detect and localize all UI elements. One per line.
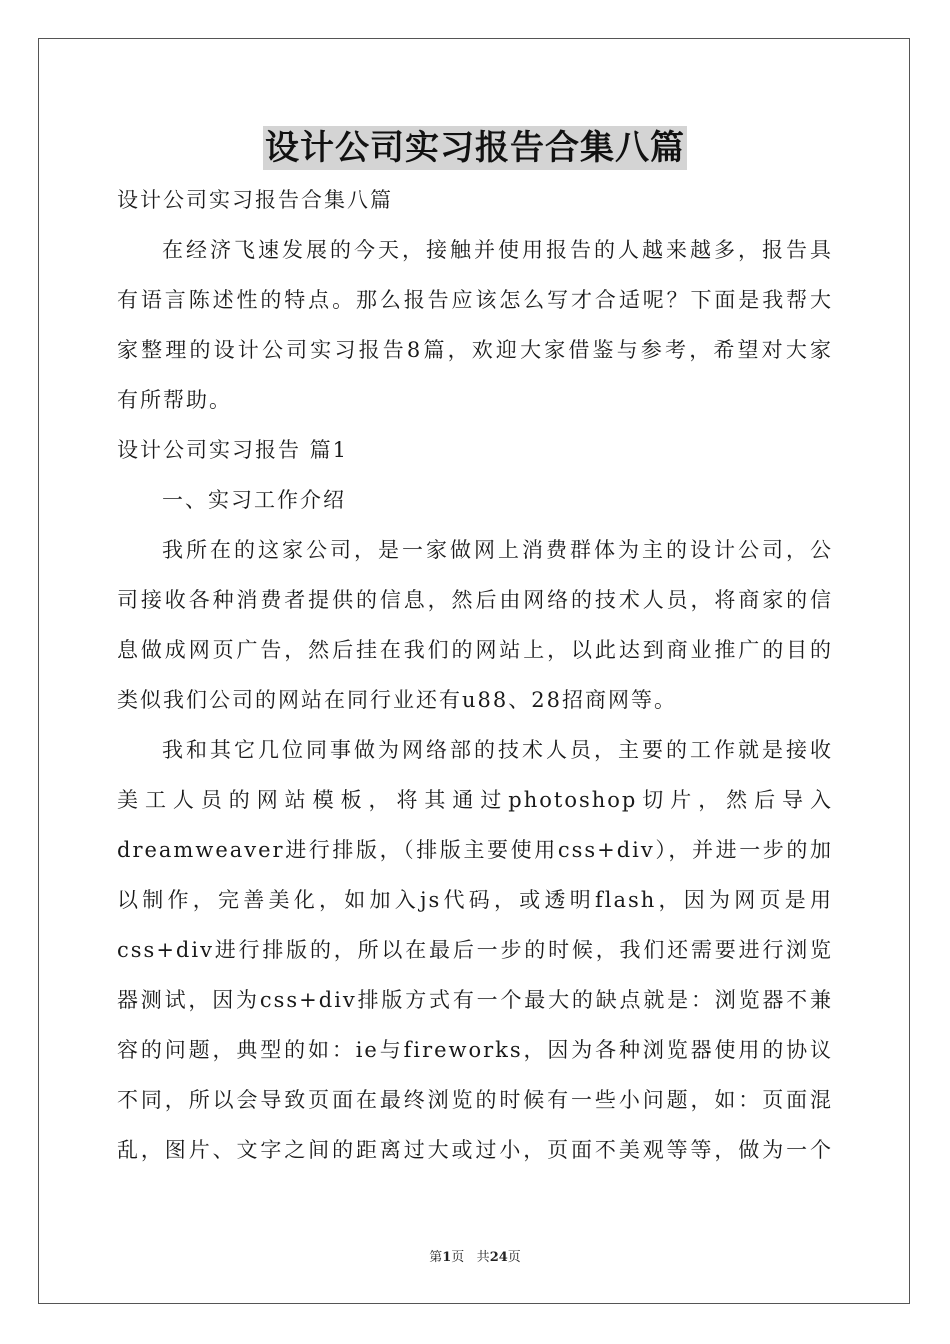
paragraph-line: 在经济飞速发展的今天，接触并使用报告的人越来越多，报告具 <box>162 238 833 262</box>
subtitle-line: 设计公司实习报告合集八篇 <box>117 188 393 212</box>
total-label-prefix: 共 <box>476 1250 490 1265</box>
paragraph-line: 息做成网页广告，然后挂在我们的网站上，以此达到商业推广的目的 <box>117 638 833 662</box>
paragraph-line: 我和其它几位同事做为网络部的技术人员，主要的工作就是接收 <box>162 738 833 762</box>
paragraph-line: 司接收各种消费者提供的信息，然后由网络的技术人员，将商家的信 <box>117 588 833 612</box>
paragraph-line: 有所帮助。 <box>117 388 232 412</box>
paragraph-line: 家整理的设计公司实习报告8篇，欢迎大家借鉴与参考，希望对大家 <box>117 338 833 362</box>
paragraph-line: 有语言陈述性的特点。那么报告应该怎么写才合适呢？下面是我帮大 <box>117 288 833 312</box>
paragraph-line: 器测试，因为css+div排版方式有一个最大的缺点就是：浏览器不兼 <box>117 988 833 1012</box>
total-page-count: 24 <box>489 1250 508 1265</box>
document-title: 设计公司实习报告合集八篇 <box>265 128 685 168</box>
total-label-suffix: 页 <box>507 1250 521 1265</box>
paragraph-line: 以制作，完善美化，如加入js代码，或透明flash，因为网页是用 <box>117 888 833 912</box>
paragraph-line: 类似我们公司的网站在同行业还有u88、28招商网等。 <box>117 688 677 712</box>
title-container <box>0 126 950 170</box>
page-footer <box>0 1246 950 1265</box>
page-label-suffix: 页 <box>451 1250 465 1265</box>
paragraph-line: 不同，所以会导致页面在最终浏览的时候有一些小问题，如：页面混 <box>117 1088 833 1112</box>
paragraph-line: 容的问题，典型的如：ie与fireworks，因为各种浏览器使用的协议 <box>117 1038 833 1062</box>
subsection-heading: 一、实习工作介绍 <box>162 488 346 512</box>
paragraph-line: 乱，图片、文字之间的距离过大或过小，页面不美观等等，做为一个 <box>117 1138 833 1162</box>
paragraph-line: 美工人员的网站模板，将其通过photoshop切片，然后导入 <box>117 788 833 812</box>
paragraph-line: 我所在的这家公司，是一家做网上消费群体为主的设计公司，公 <box>162 538 833 562</box>
section-heading: 设计公司实习报告 篇1 <box>117 438 349 462</box>
current-page-number: 1 <box>442 1250 452 1265</box>
paragraph-line: css+div进行排版的，所以在最后一步的时候，我们还需要进行浏览 <box>117 938 833 962</box>
paragraph-line: dreamweaver进行排版，（排版主要使用css+div），并进一步的加 <box>117 838 833 862</box>
page-label-prefix: 第 <box>429 1250 443 1265</box>
